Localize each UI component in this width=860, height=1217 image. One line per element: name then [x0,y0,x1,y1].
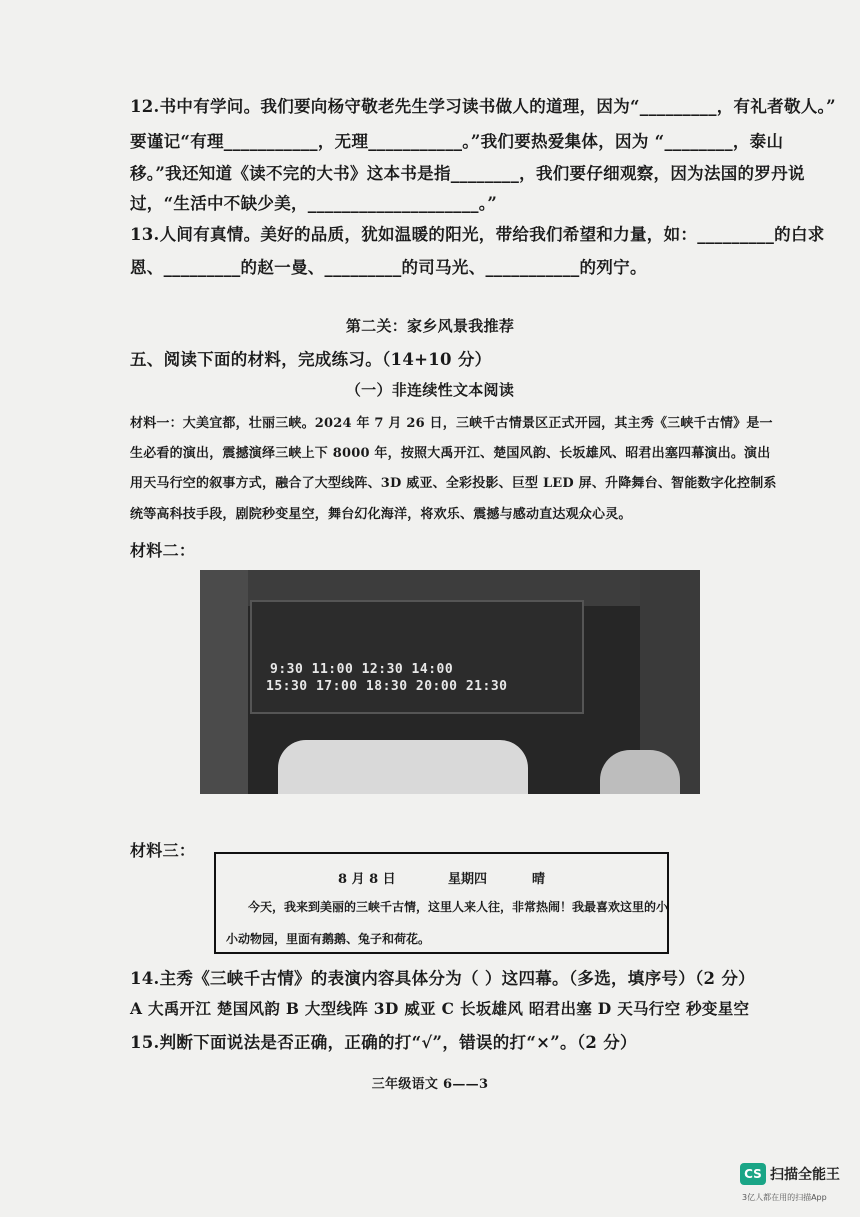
photo-right-arch [600,750,680,794]
scanner-logo-icon: CS [740,1163,766,1185]
q14-stem: 14.主秀《三峡千古情》的表演内容具体分为（ ）这四幕。（多选，填序号）（2 分） [130,969,755,988]
q12-line-4: 过，“生活中不缺少美，____________________。” [130,194,498,213]
photo-left-pillar [200,570,248,794]
scanner-app-name: 扫描全能王 [770,1167,840,1183]
diary-weekday: 星期四 [448,872,488,887]
material3-label: 材料三： [130,841,196,860]
material2-label: 材料二： [130,541,196,560]
material1-line-1: 材料一：大美宜都，壮丽三峡。2024 年 7 月 26 日，三峡千古情景区正式开园，其主秀《三峡千古情》是一 [130,416,773,431]
diary-line-1: 今天，我来到美丽的三峡千古情，这里人来人往，非常热闹！我最喜欢这里的小 [248,900,669,914]
showtimes-row-1: 9:30 11:00 12:30 14:00 [270,662,454,677]
subsection-title: （一）非连续性文本阅读 [345,381,515,399]
section-title: 第二关：家乡风景我推荐 [345,317,515,335]
diary-weather: 晴 [532,872,546,887]
part5-title: 五、阅读下面的材料，完成练习。（14+10 分） [130,350,492,369]
q12-line-1: 12.书中有学问。我们要向杨守敬老先生学习读书做人的道理，因为“_________，有礼者敬人。” [130,97,836,116]
material1-line-2: 生必看的演出，震撼演绎三峡上下 8000 年，按照大禹开江、楚国风韵、长坂雄风、昭君出塞四幕演出。演出 [130,446,771,461]
showtimes-row-2: 15:30 17:00 18:30 20:00 21:30 [266,679,508,694]
q14-options: A 大禹开江 楚国风韵 B 大型线阵 3D 威亚 C 长坂雄风 昭君出塞 D 天马行空 秒变星空 [130,999,750,1018]
diary-box [214,852,669,954]
q12-line-2: 要谨记“有理___________，无理___________。”我们要热爱集体，因为 “________，泰山 [130,132,784,151]
material1-line-4: 统等高科技手段，剧院秒变星空，舞台幻化海洋，将欢乐、震撼与感动直达观众心灵。 [130,507,632,522]
scanner-tagline: 3亿人都在用的扫描App [742,1193,827,1202]
photo-doorway-arch [278,740,528,794]
q15-stem: 15.判断下面说法是否正确，正确的打“√”，错误的打“×”。（2 分） [130,1033,637,1052]
material1-line-3: 用天马行空的叙事方式，融合了大型线阵、3D 威亚、全彩投影、巨型 LED 屏、升降舞台、智能数字化控制系 [130,476,777,491]
theater-screen-photo [200,570,700,794]
diary-line-2: 小动物园，里面有鹅鹅、兔子和荷花。 [226,932,431,946]
q12-line-3: 移。”我还知道《读不完的大书》这本书是指________，我们要仔细观察，因为法国的罗丹说 [130,164,805,183]
page-footer: 三年级语文 6——3 [371,1077,489,1092]
photo-led-screen [250,600,584,714]
q13-line-2: 恩、_________的赵一曼、_________的司马光、___________的列宁。 [130,258,647,277]
diary-date: 8 月 8 日 [338,872,396,887]
q13-line-1: 13.人间有真情。美好的品质，犹如温暖的阳光，带给我们希望和力量，如：_________的白求 [130,225,825,244]
